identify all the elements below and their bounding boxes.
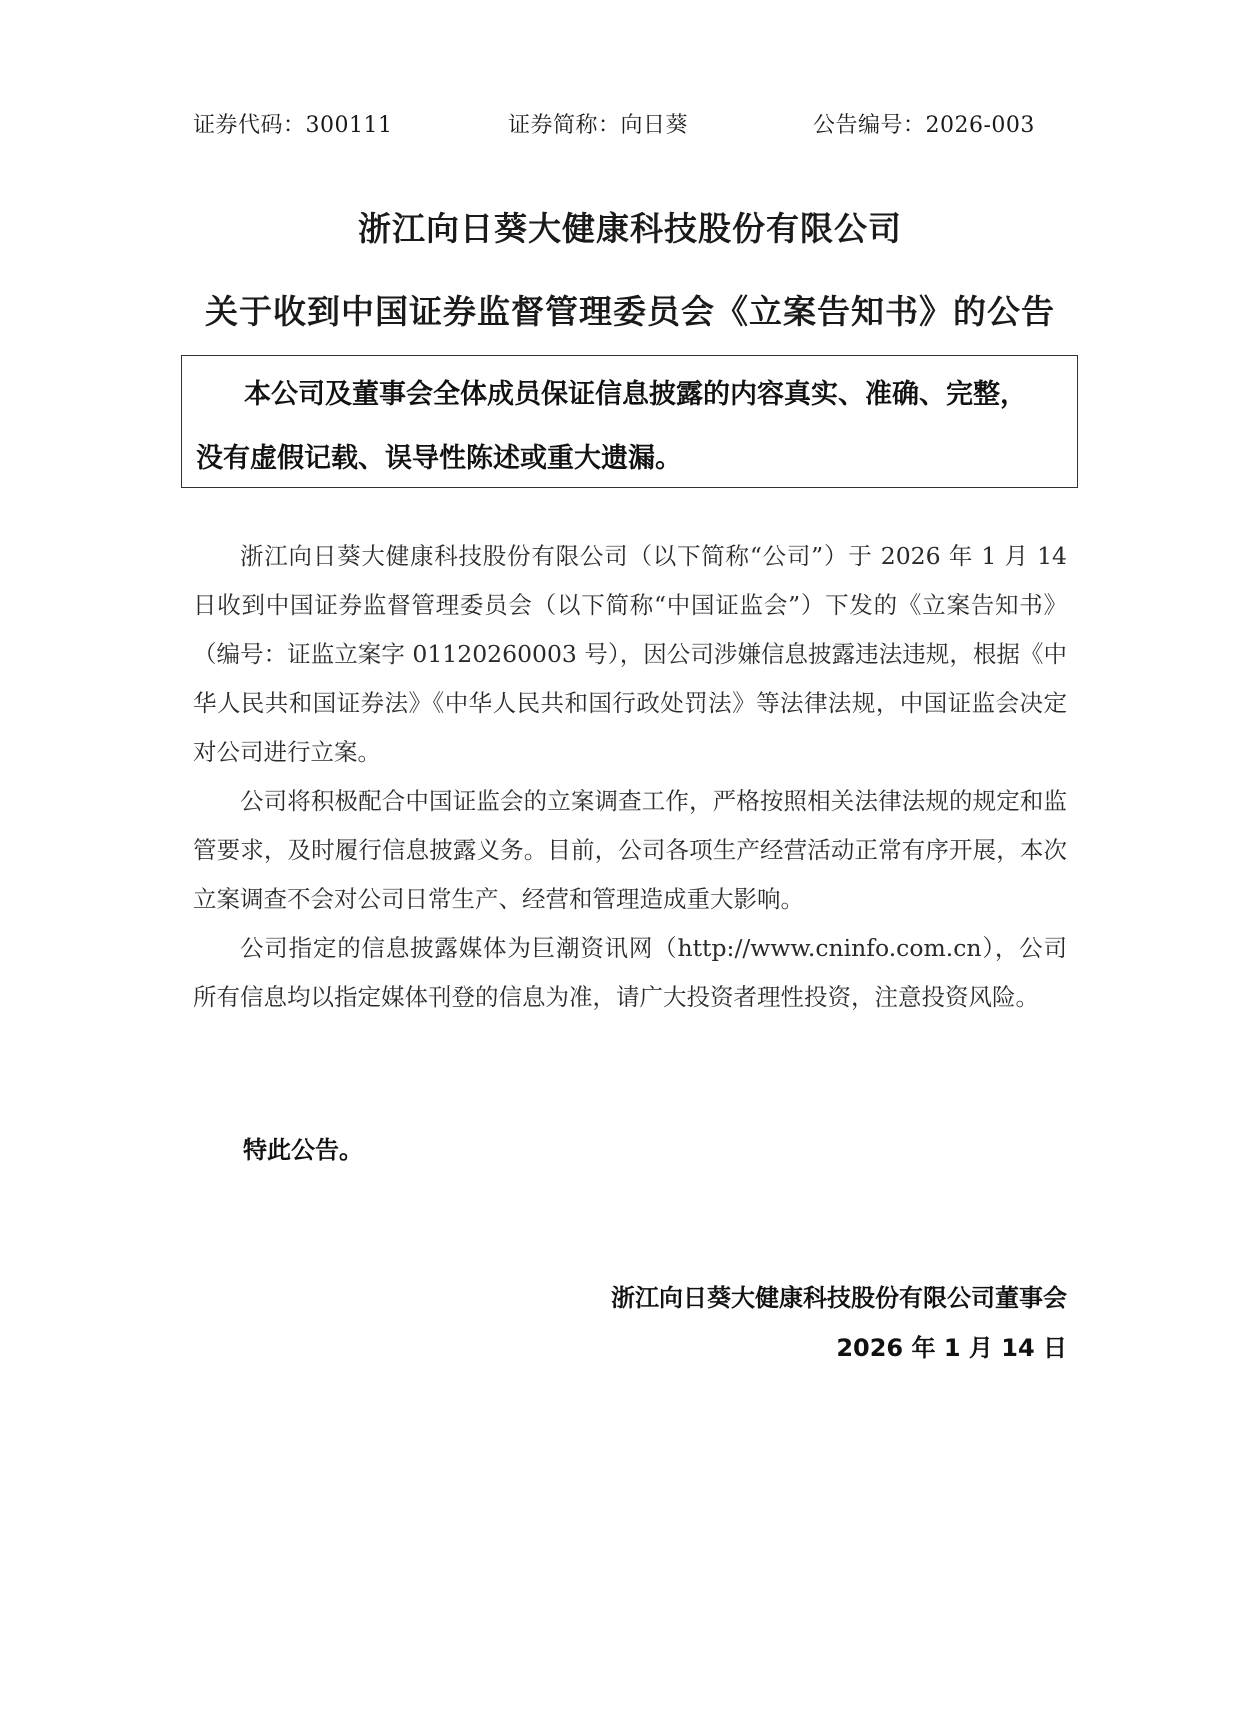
guarantee-line-1: 本公司及董事会全体成员保证信息披露的内容真实、准确、完整， xyxy=(244,379,1027,410)
body-paragraph-cooperation: 公司将积极配合中国证监会的立案调查工作，严格按照相关法律法规的规定和监管要求，及时履行信息披露义务。目前，公司各项生产经营活动正常有序开展，本次立案调查不会对公司日常生产、经营和管理造成重大影响。 xyxy=(193,787,1067,913)
security-code: 证券代码：300111 xyxy=(193,113,393,138)
guarantee-line-2: 没有虚假记载、误导性陈述或重大遗漏。 xyxy=(196,443,682,474)
header-meta-row xyxy=(193,108,1073,148)
announcement-title: 关于收到中国证券监督管理委员会《立案告知书》的公告 xyxy=(205,292,1055,331)
body-paragraph-media: 公司指定的信息披露媒体为巨潮资讯网（http://www.cninfo.com.cn），公司所有信息均以指定媒体刊登的信息为准，请广大投资者理性投资，注意投资风险。 xyxy=(193,934,1067,1011)
company-title: 浙江向日葵大健康科技股份有限公司 xyxy=(358,209,902,248)
security-abbreviation: 证券简称：向日葵 xyxy=(508,113,689,138)
disclosure-guarantee-box xyxy=(181,355,1078,488)
body-paragraph-case-filing: 浙江向日葵大健康科技股份有限公司（以下简称“公司”）于 2026 年 1 月 14 日收到中国证券监督管理委员会（以下简称“中国证监会”）下发的《立案告知书》（编号：证监立案字 01120260003 号），因公司涉嫌信息披露违法违规，根据《中华人民共和国证券法》《中华人民共和国行政处罚法》等法律法规，中国证监会决定对公司进行立案。 xyxy=(193,542,1067,766)
announcement-body xyxy=(193,532,1067,1022)
signature-date: 2026 年 1 月 14 日 xyxy=(836,1334,1067,1362)
signer-board: 浙江向日葵大健康科技股份有限公司董事会 xyxy=(611,1284,1067,1312)
announcement-number: 公告编号：2026-003 xyxy=(813,113,1035,138)
closing-statement: 特此公告。 xyxy=(243,1136,363,1164)
